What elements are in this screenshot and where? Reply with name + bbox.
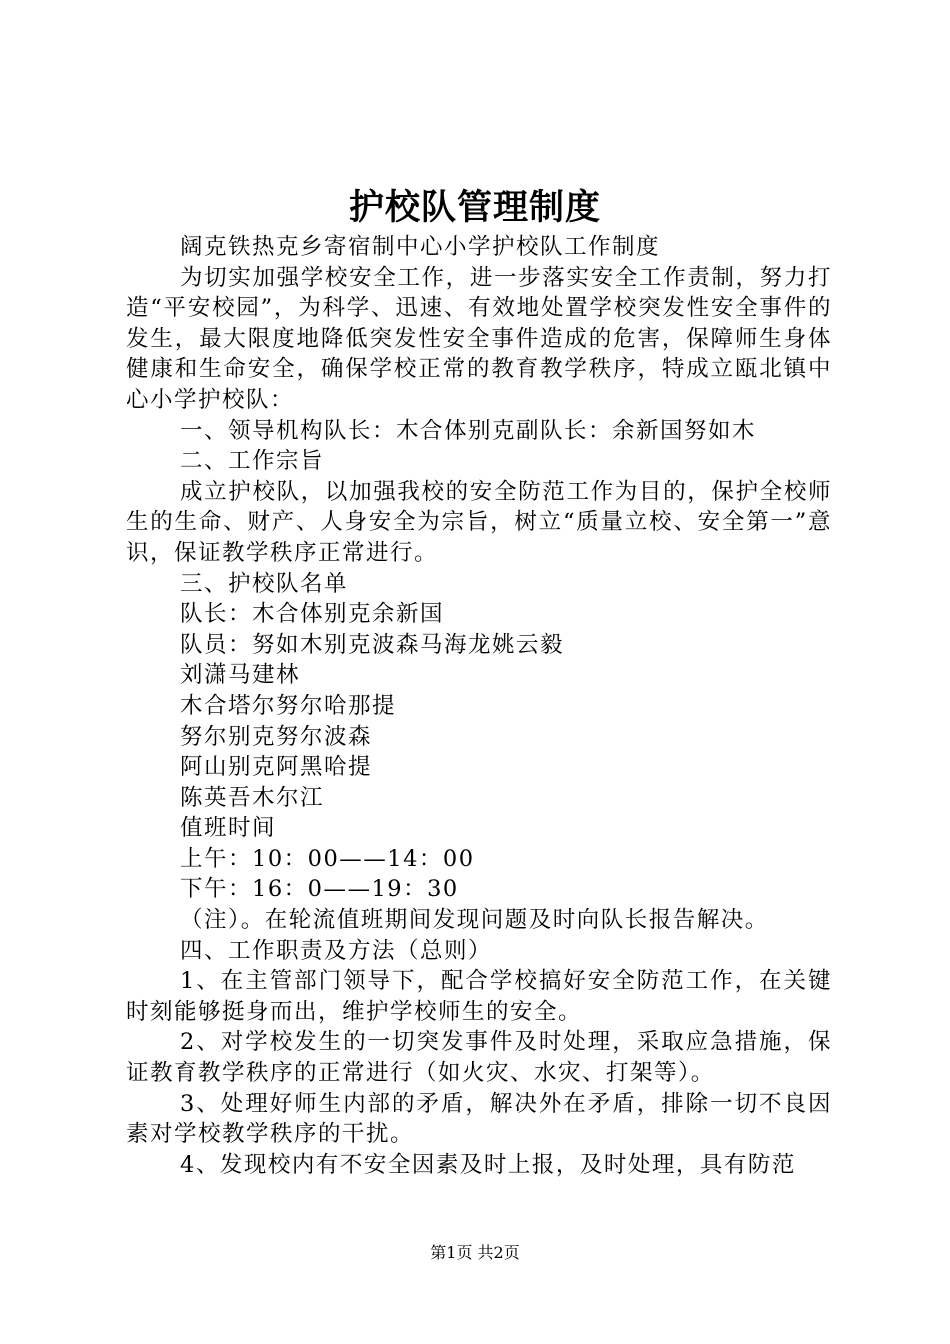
duty-time-morning: 上午：10：00——14：00 [180,845,475,872]
duty-note: （注）。在轮流值班期间发现问题及时向队长报告解决。 [180,907,769,934]
duty-item-2: 2、对学校发生的一切突发事件及时处理，采取应急措施，保证教育教学秩序的正常进行（如火灾、水灾、打架等）。 [126,1029,832,1087]
heading-duties: 四、工作职责及方法（总则） [180,937,493,964]
duty-time-afternoon: 下午：16：0——19：30 [180,876,459,903]
paragraph-work-aim: 成立护校队，以加强我校的安全防范工作为目的，保护全校师生的生命、财产、人身安全为宗旨，树立“质量立校、安全第一”意识，保证教学秩序正常进行。 [126,478,832,566]
page-number-footer: 第1页 共2页 [430,1243,520,1262]
heading-work-aim: 二、工作宗旨 [180,448,325,475]
list-item-member-row: 阿山别克阿黑哈提 [180,754,373,781]
document-body [126,232,832,1180]
paragraph-school-heading: 阔克铁热克乡寄宿制中心小学护校队工作制度 [180,234,661,260]
heading-member-list: 三、护校队名单 [180,570,349,597]
paragraph-purpose: 为切实加强学校安全工作，进一步落实安全工作责制，努力打造“平安校园”，为科学、迅速、有效地处置学校突发性安全事件的发生，最大限度地降低突发性安全事件造成的危害，保障师生身体健康和生命安全，确保学校正常的教育教学秩序，特成立瓯北镇中心小学护校队： [126,264,832,413]
list-item-member-row: 刘潇马建林 [180,662,301,689]
duty-item-4: 4、发现校内有不安全因素及时上报，及时处理，具有防范 [180,1151,796,1178]
duty-item-3: 3、处理好师生内部的矛盾，解决外在矛盾，排除一切不良因素对学校教学秩序的干扰。 [126,1090,832,1148]
paragraph-leadership: 一、领导机构队长：木合体别克副队长：余新国努如木 [180,417,757,444]
list-item-member-row: 努尔别克努尔波森 [180,723,373,750]
duty-item-1: 1、在主管部门领导下，配合学校搞好安全防范工作，在关键时刻能够挺身而出，维护学校师生的安全。 [126,968,832,1025]
list-item-member-row: 陈英吾木尔江 [180,784,325,811]
heading-duty-time: 值班时间 [180,815,277,842]
list-item-members: 队员：努如木别克波森马海龙姚云毅 [180,631,565,658]
document-title: 护校队管理制度 [348,187,601,228]
list-item-captain: 队长：木合体别克余新国 [180,601,445,628]
list-item-member-row: 木合塔尔努尔哈那提 [180,692,397,719]
